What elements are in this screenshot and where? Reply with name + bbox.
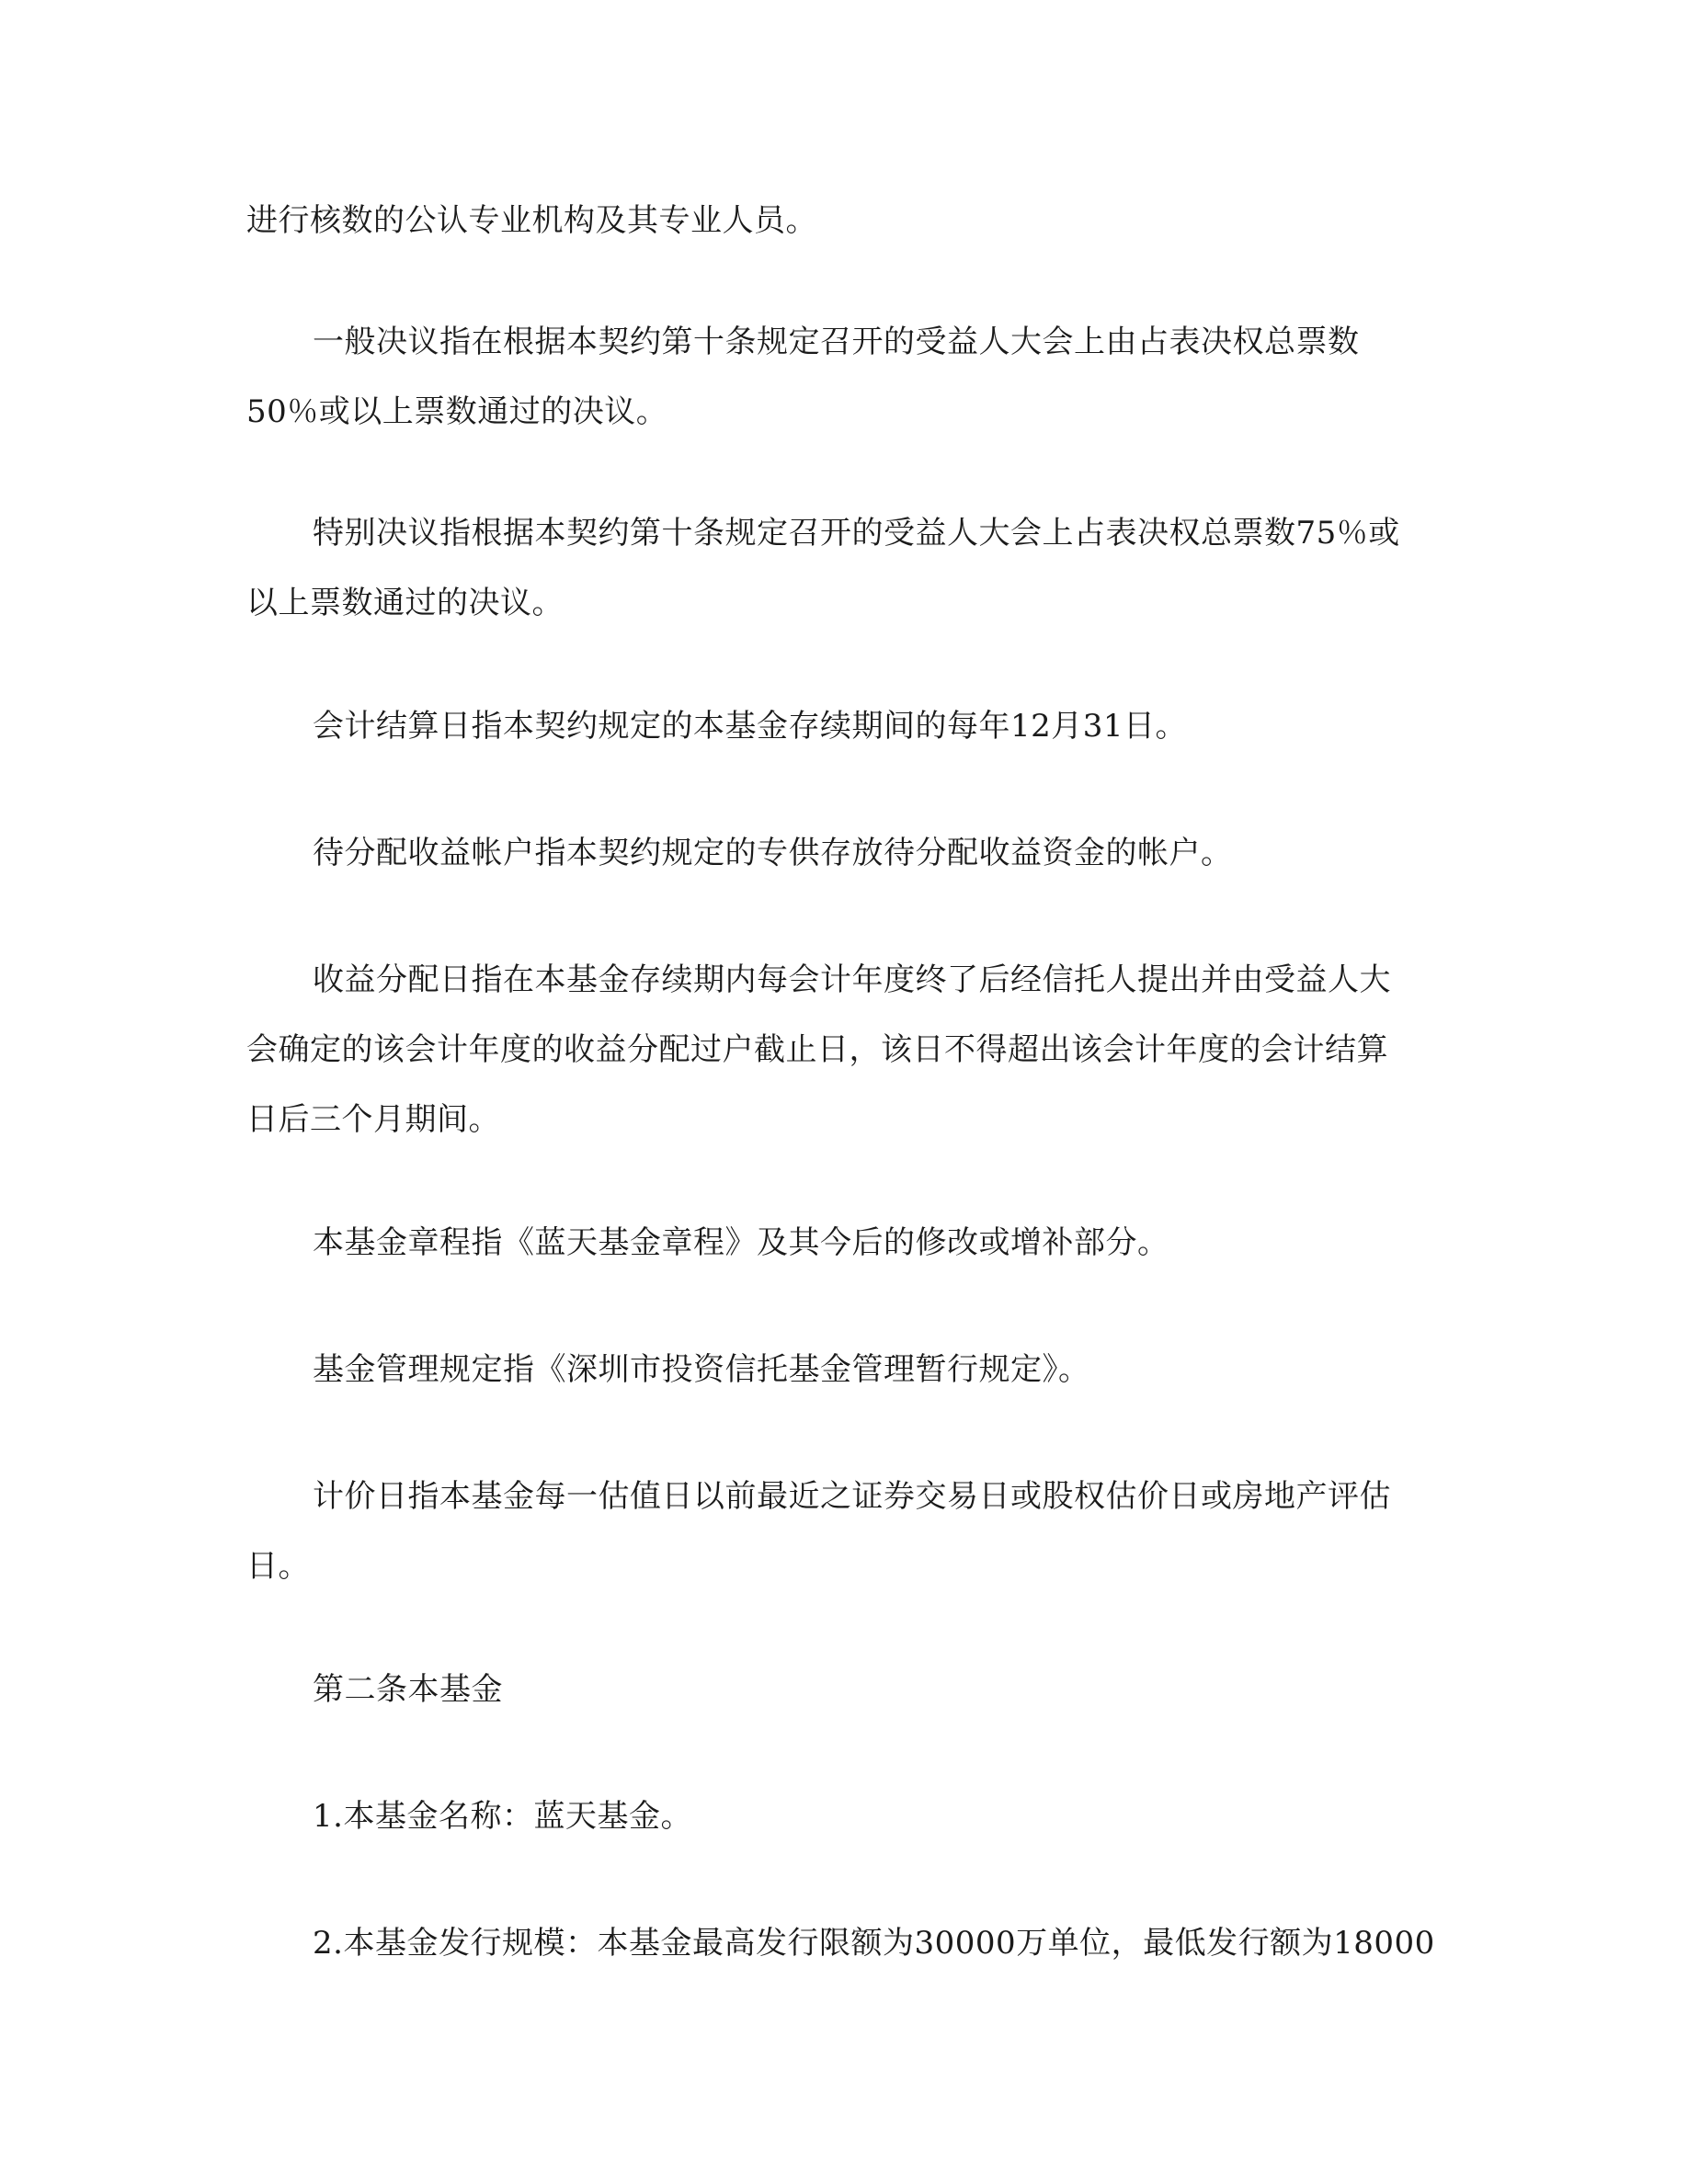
- section-heading: 第二条本基金: [313, 1671, 503, 1708]
- text-line: 日。: [246, 1548, 310, 1585]
- text-line: 以上票数通过的决议。: [246, 585, 564, 621]
- list-item: 1.本基金名称：蓝天基金。: [313, 1798, 692, 1835]
- text-line: 一般决议指在根据本契约第十条规定召开的受益人大会上由占表决权总票数: [313, 324, 1360, 360]
- text-line: 50％或以上票数通过的决议。: [246, 393, 668, 430]
- text-line: 基金管理规定指《深圳市投资信托基金管理暂行规定》。: [313, 1351, 1090, 1388]
- text-line: 特别决议指根据本契约第十条规定召开的受益人大会上占表决权总票数75％或: [313, 515, 1400, 552]
- text-line: 本基金章程指《蓝天基金章程》及其今后的修改或增补部分。: [313, 1224, 1169, 1261]
- text-line: 日后三个月期间。: [246, 1101, 500, 1138]
- list-item: 2.本基金发行规模：本基金最高发行限额为30000万单位，最低发行额为18000: [313, 1925, 1435, 1962]
- text-line: 收益分配日指在本基金存续期内每会计年度终了后经信托人提出并由受益人大: [313, 961, 1391, 998]
- text-line: 会计结算日指本契约规定的本基金存续期间的每年12月31日。: [313, 708, 1188, 745]
- text-line: 进行核数的公认专业机构及其专业人员。: [246, 202, 817, 239]
- text-line: 待分配收益帐户指本契约规定的专供存放待分配收益资金的帐户。: [313, 835, 1233, 871]
- text-line: 计价日指本基金每一估值日以前最近之证券交易日或股权估价日或房地产评估: [313, 1478, 1391, 1515]
- text-line: 会确定的该会计年度的收益分配过户截止日，该日不得超出该会计年度的会计结算: [246, 1031, 1388, 1068]
